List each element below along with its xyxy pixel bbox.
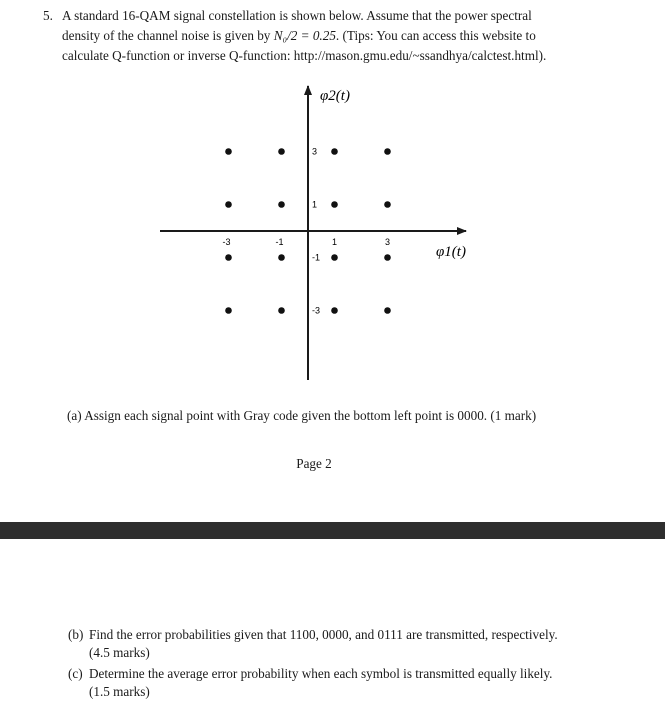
part-c-line-1: Determine the average error probability when each symbol is transmitted equally likely. [89,666,553,681]
problem-line-1: A standard 16-QAM signal constellation is shown below. Assume that the power spectral [62,8,532,23]
signal-point-12 [225,307,232,314]
page-number: Page 2 [296,456,332,471]
problem-line-2 [62,26,603,46]
y-axis-label: φ2(t) [320,88,350,104]
part-b-question [68,626,628,662]
x-tick-label-1: -1 [275,237,284,247]
problem-number: 5. [43,8,53,23]
signal-point-14 [331,307,338,314]
part-c-label: (c) [68,666,83,681]
signal-point-9 [278,254,285,261]
problem-line-2-pre: density of the channel noise is given by [62,28,274,43]
signal-point-0 [225,148,232,155]
signal-point-11 [384,254,391,261]
signal-point-1 [278,148,285,155]
x-tick-label-2: 1 [331,237,338,247]
problem-line-2-post: . (Tips: You can access this website to [335,28,536,43]
signal-point-6 [331,201,338,208]
signal-point-13 [278,307,285,314]
signal-point-15 [384,307,391,314]
page-divider [0,522,665,539]
problem-line-3: calculate Q-function or inverse Q-function: http://mason.gmu.edu/~ssandhya/calctest.html). [62,48,547,63]
y-tick-label-0: 3 [312,146,318,157]
signal-point-3 [384,148,391,155]
part-c-question [68,665,628,701]
y-tick-label-2: -1 [312,252,321,263]
signal-point-7 [384,201,391,208]
part-b-line-1: Find the error probabilities given that 1100, 0000, and 0111 are transmitted, respectively. [89,627,558,642]
x-tick-label-0: -3 [222,237,231,247]
signal-point-10 [331,254,338,261]
part-a-question: (a) Assign each signal point with Gray code given the bottom left point is 0000. (1 mark) [67,408,537,423]
noise-psd-expression: N₀/2 = 0.25 [273,28,336,43]
signal-point-2 [331,148,338,155]
signal-point-4 [225,201,232,208]
problem-statement [43,6,603,66]
y-tick-label-3: -3 [312,305,321,316]
part-b-label: (b) [68,627,84,642]
part-c-marks: (1.5 marks) [89,684,150,699]
constellation-diagram [150,78,490,384]
y-tick-label-1: 1 [312,199,318,210]
x-tick-label-3: 3 [384,237,391,247]
x-axis-label: φ1(t) [436,244,466,260]
signal-point-8 [225,254,232,261]
part-b-marks: (4.5 marks) [89,645,150,660]
signal-point-5 [278,201,285,208]
